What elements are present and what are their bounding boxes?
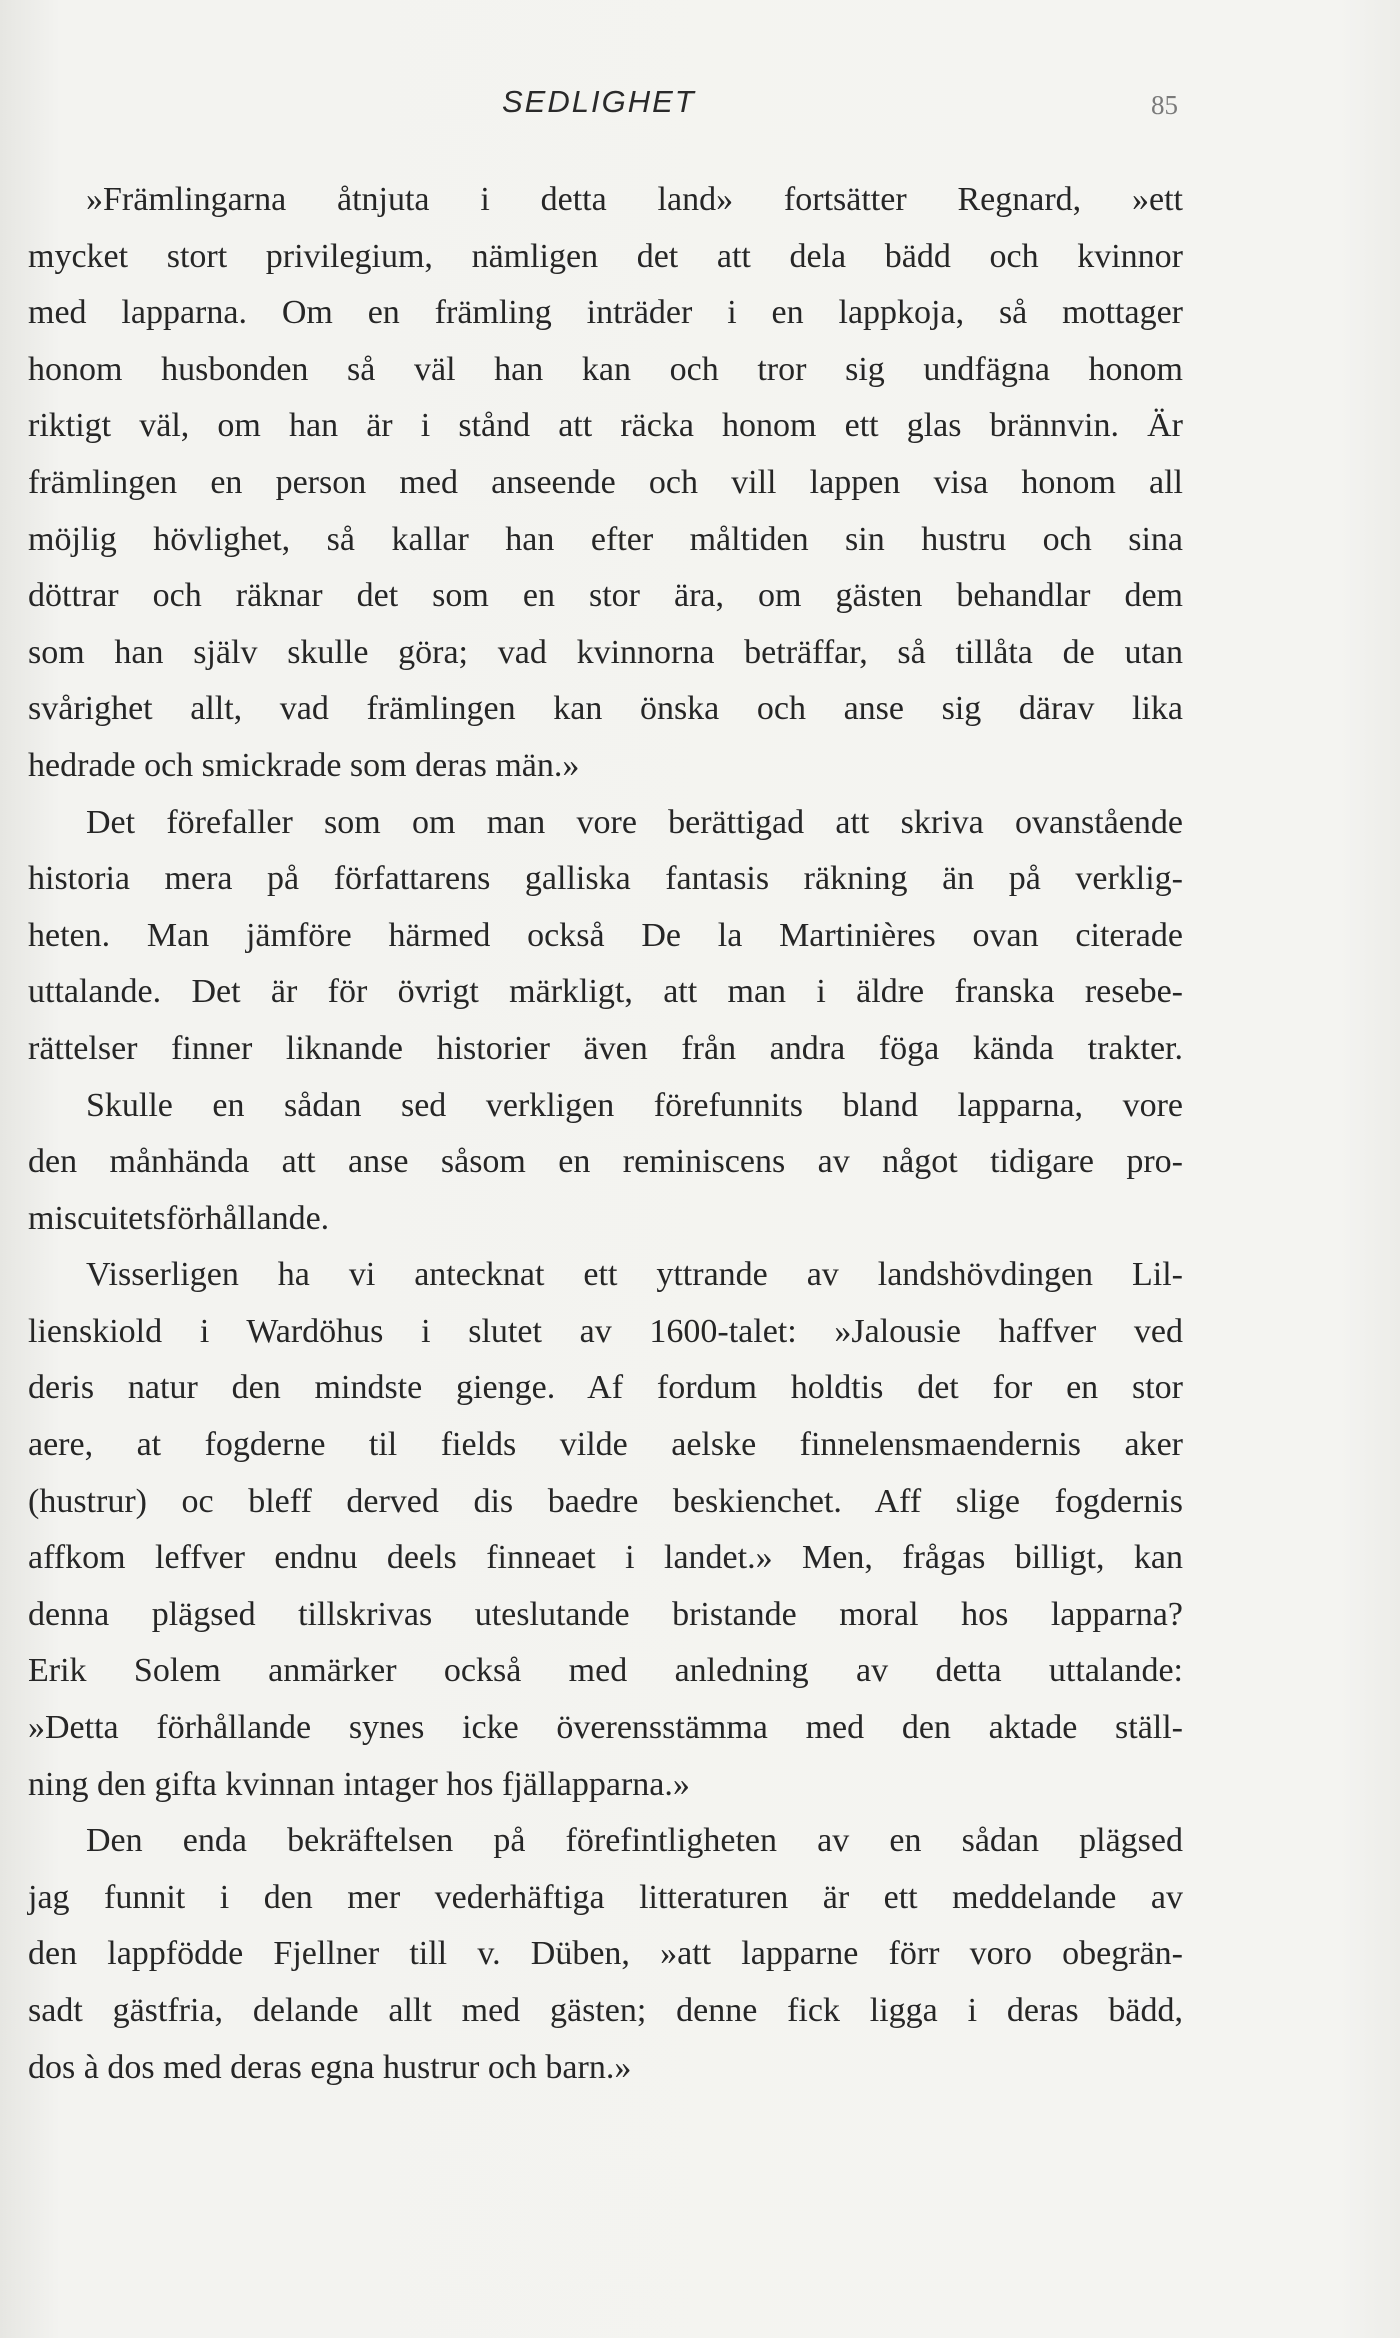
text-line: döttrar och räknar det som en stor ära, om gästen behandlar dem xyxy=(28,577,1183,615)
text-line: Den enda bekräftelsen på förefintligheten av en sådan plägsed xyxy=(86,1822,1183,1860)
text-line: sadt gästfria, delande allt med gästen; denne fick ligga i deras bädd, xyxy=(28,1992,1183,2029)
body-text xyxy=(28,172,1183,2096)
text-line: miscuitetsförhållande. xyxy=(28,1199,330,1237)
text-line: ning den gifta kvinnan intager hos fjällapparna.» xyxy=(28,1765,690,1803)
text-line: främlingen en person med anseende och vill lappen visa honom all xyxy=(28,463,1183,501)
running-title: SEDLIGHET xyxy=(502,84,696,119)
text-line: med lapparna. Om en främling inträder i en lappkoja, så mottager xyxy=(28,294,1183,332)
text-line: denna plägsed tillskrivas uteslutande bristande moral hos lapparna? xyxy=(28,1595,1183,1633)
running-head xyxy=(0,84,1400,134)
text-line: affkom leffver endnu deels finneaet i landet.» Men, frågas billigt, kan xyxy=(28,1539,1183,1577)
text-line: jag funnit i den mer vederhäftiga litteraturen är ett meddelande av xyxy=(28,1878,1183,1916)
text-line: möjlig hövlighet, så kallar han efter måltiden sin hustru och sina xyxy=(28,520,1183,558)
text-line: historia mera på författarens galliska fantasis räkning än på verklig- xyxy=(28,860,1183,898)
text-line: Skulle en sådan sed verkligen förefunnits bland lapparna, vore xyxy=(86,1086,1183,1124)
text-line: hedrade och smickrade som deras män.» xyxy=(28,746,580,784)
text-line: »Detta förhållande synes icke överensstämma med den aktade ställ- xyxy=(28,1709,1183,1747)
text-line: deris natur den mindste gienge. Af fordum holdtis det for en stor xyxy=(28,1369,1183,1407)
text-line: Visserligen ha vi antecknat ett yttrande av landshövdingen Lil- xyxy=(86,1256,1183,1294)
text-line: mycket stort privilegium, nämligen det att dela bädd och kvinnor xyxy=(28,237,1183,275)
text-line: svårighet allt, vad främlingen kan önska och anse sig därav lika xyxy=(28,690,1183,728)
text-line: Det förefaller som om man vore berättigad att skriva ovanstående xyxy=(86,803,1183,841)
text-line: den månhända att anse såsom en reminiscens av något tidigare pro- xyxy=(28,1143,1183,1181)
text-line: som han själv skulle göra; vad kvinnorna beträffar, så tillåta de utan xyxy=(28,633,1183,671)
text-line: »Främlingarna åtnjuta i detta land» fortsätter Regnard, »ett xyxy=(86,181,1183,218)
text-line: lienskiold i Wardöhus i slutet av 1600-talet: »Jalousie haffver ved xyxy=(28,1312,1183,1350)
text-line: heten. Man jämföre härmed också De la Martinières ovan citerade xyxy=(28,916,1183,954)
text-line: rättelser finner liknande historier även från andra föga kända trakter. xyxy=(28,1029,1183,1067)
text-line: den lappfödde Fjellner till v. Düben, »att lapparne förr voro obegrän- xyxy=(28,1935,1183,1973)
page-number: 85 xyxy=(1151,90,1178,120)
text-line: (hustrur) oc bleff derved dis baedre beskienchet. Aff slige fogdernis xyxy=(28,1482,1183,1520)
text-line: dos à dos med deras egna hustrur och barn.» xyxy=(28,2048,632,2086)
text-line: uttalande. Det är för övrigt märkligt, att man i äldre franska resebe- xyxy=(28,973,1183,1011)
text-line: honom husbonden så väl han kan och tror sig undfägna honom xyxy=(28,350,1183,388)
text-line: aere, at fogderne til fields vilde aelske finnelensmaendernis aker xyxy=(28,1426,1183,1464)
text-line: Erik Solem anmärker också med anledning av detta uttalande: xyxy=(28,1652,1183,1690)
text-line: riktigt väl, om han är i stånd att räcka honom ett glas brännvin. Är xyxy=(28,407,1183,445)
